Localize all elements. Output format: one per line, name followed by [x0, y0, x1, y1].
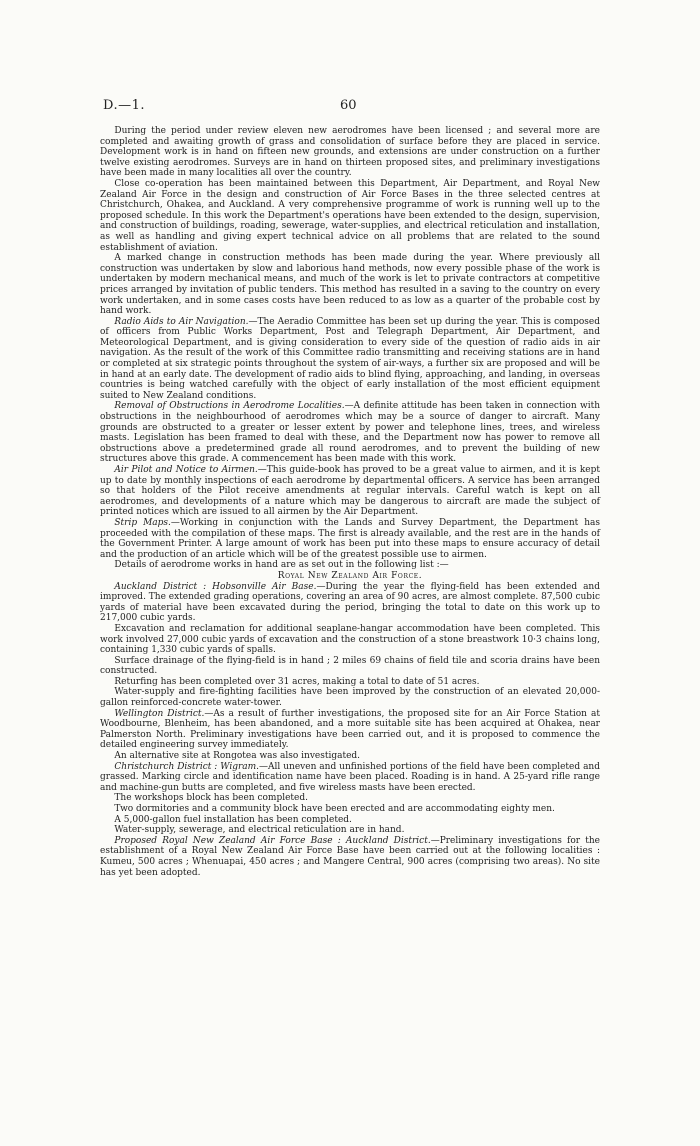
- paragraph: [100, 709, 600, 751]
- paragraph-text: —The Aeradio Committee has been set up during the year. This is composed of officers from Public Works Department, Post and Telegraph Department, Air Department, and Meteorological Department, and is giving consideration to every side of the question of radio aids in air navigation. As the result of the work of this Committee radio transmitting and receiving stations are in hand or completed at six strategic points throughout the system of air-ways, a further six are proposed and will be in hand at an early date. The development of radio aids to blind flying, approaching, and landing, in overseas countries is being watched carefully with the object of early installation of the most efficient equipment suited to New Zealand conditions.: [100, 316, 600, 401]
- paragraph-text: Excavation and reclamation for additional seaplane-hangar accommodation have been completed. This work involved 27,000 cubic yards of excavation and the construction of a stone breastwork 10·3 chains long, containing 1,330 cubic yards of spalls.: [100, 623, 600, 656]
- paragraph-heading: Christchurch District : Wigram.: [114, 761, 260, 772]
- paragraph-text: Water-supply and fire-fighting facilities have been improved by the construction of an elevated 20,000-gallon reinforced-concrete water-tower.: [100, 687, 600, 709]
- paragraph: [100, 518, 600, 560]
- paragraph-text: Returfing has been completed over 31 acres, making a total to date of 51 acres.: [114, 676, 480, 687]
- paragraph-text: A 5,000-gallon fuel installation has been completed.: [114, 814, 352, 825]
- paragraph-text: Water-supply, sewerage, and electrical reticulation are in hand.: [114, 825, 405, 836]
- paragraph: [100, 762, 600, 794]
- paragraph: [100, 836, 600, 878]
- paragraph: [100, 677, 600, 688]
- paragraph: [100, 401, 600, 465]
- paragraph-heading: Removal of Obstructions in Aerodrome Localities.: [114, 401, 345, 412]
- paragraph-text: During the period under review eleven new aerodromes have been licensed ; and several more are completed and awaiting growth of grass and consolidation of surface before they are placed in service. Development work is in hand on fifteen new grounds, and extensions are under construction on a further twelve existing aerodromes. Surveys are in hand on thirteen proposed sites, and preliminary investigations have been made in many localities all over the country.: [100, 126, 600, 179]
- paragraph: [100, 253, 600, 317]
- paragraph-heading: Wellington District.: [114, 708, 205, 719]
- paragraph: [100, 793, 600, 804]
- page-number: 60: [340, 98, 357, 113]
- paragraph: [100, 656, 600, 677]
- paragraph: [100, 465, 600, 518]
- paragraph-text: —During the year the flying-field has been extended and improved. The extended grading operations, covering an area of 90 acres, are almost complete. 87,500 cubic yards of material have been excavated during the period, bringing the total to date on this work up to 217,000 cubic yards.: [100, 581, 600, 624]
- paragraph-text: —Working in conjunction with the Lands and Survey Department, the Department has proceeded with the compilation of these maps. The first is already available, and the rest are in the hands of the Government Printer. A large amount of work has been put into these maps to ensure accuracy of detail and the production of an article which will be of the greatest possible use to airmen.: [100, 517, 600, 560]
- paragraph: [100, 751, 600, 762]
- paragraph-text: The workshops block has been completed.: [114, 793, 308, 804]
- paragraph: [100, 179, 600, 253]
- paragraph: [100, 804, 600, 815]
- paragraph-text: —Preliminary investigations for the establishment of a Royal New Zealand Air Force Base have been carried out at the following localities : Kumeu, 500 acres ; Whenuapai, 450 acres ; and Mangere Central, 900 acres (comprising two areas). No site has yet been adopted.: [100, 835, 600, 878]
- page-header: [103, 98, 604, 114]
- paragraph: [100, 815, 600, 826]
- paragraph: [100, 624, 600, 656]
- section-title: Royal New Zealand Air Force.: [277, 570, 423, 581]
- paragraph-text: —As a result of further investigations, the proposed site for an Air Force Station at Woodbourne, Blenheim, has been abandoned, and a more suitable site has been acquired at Ohakea, near Palmerston North. Preliminary investigations have been carried out, and it is proposed to commence the detailed engineering survey immediately.: [100, 708, 600, 751]
- paragraph-text: —All uneven and unfinished portions of the field have been completed and grassed. Marking circle and identification name have been placed. Roading is in hand. A 25-yard rifle range and machine-gun butts are completed, and five wireless masts have been erected.: [100, 761, 600, 793]
- paragraph-text: Details of aerodrome works in hand are as set out in the following list :—: [114, 560, 449, 571]
- paragraph: [100, 825, 600, 836]
- paragraph-heading: Auckland District : Hobsonville Air Base.: [114, 581, 317, 592]
- paragraph-text: An alternative site at Rongotea was also investigated.: [114, 751, 361, 762]
- paragraph-text: —A definite attitude has been taken in connection with obstructions in the neighbourhood of aerodromes which may be a source of danger to aircraft. Many grounds are obstructed to a greater or lesser extent by power and telephone lines, trees, and wireless masts. Legislation has been framed to deal with these, and the Department now has power to remove all obstructions above a predetermined grade all round aerodromes, and to prevent the building of new structures above this grade. A commencement has been made with this work.: [100, 401, 601, 465]
- paragraph-text: A marked change in construction methods has been made during the year. Where previously all construction was undertaken by slow and laborious hand methods, now every possible phase of the work is undertaken by modern mechanical means, and much of the work is let to private contractors at competitive prices arranged by invitation of public tenders. This method has resulted in a saving to the country on every work undertaken, and in some cases costs have been reduced to as low as a quarter of the probable cost by hand work.: [100, 253, 600, 317]
- paragraph: [100, 687, 600, 708]
- paragraph-heading: Radio Aids to Air Navigation.: [114, 316, 249, 327]
- paragraph-heading: Air Pilot and Notice to Airmen.: [114, 465, 258, 475]
- paragraph-heading: Strip Maps.: [114, 517, 171, 528]
- paragraph-heading: Proposed Royal New Zealand Air Force Base : Auckland District.: [114, 835, 431, 846]
- paragraph-text: Two dormitories and a community block have been erected and are accommodating eighty men.: [114, 804, 555, 814]
- paragraph-text: Surface drainage of the flying-field is in hand ; 2 miles 69 chains of field tile and scoria drains have been constructed.: [100, 655, 600, 677]
- paragraph: [100, 317, 600, 402]
- body-text: [100, 126, 600, 878]
- report-reference: D.—1.: [103, 98, 145, 113]
- paragraph: [100, 126, 600, 179]
- paragraph: [100, 582, 600, 624]
- paragraphs-after: [100, 582, 600, 879]
- paragraph-text: Close co-operation has been maintained between this Department, Air Department, and Royal New Zealand Air Force in the design and construction of Air Force Bases in the three selected centres at Christchurch, Ohakea, and Auckland. A very comprehensive programme of work is running well up to the proposed schedule. In this work the Department's operations have been extended to the design, supervision, and construction of buildings, roading, sewerage, water-supplies, and electrical reticulation and installation, as well as handling and giving expert technical advice on all problems that are related to the sound establishment of aviation.: [100, 178, 600, 253]
- paragraph: [100, 560, 600, 571]
- paragraphs-before: [100, 126, 600, 571]
- paragraph-text: —This guide-book has proved to be a great value to airmen, and it is kept up to date by monthly inspections of each aerodrome by departmental officers. A service has been arranged so that holders of the Pilot receive amendments at regular intervals. Careful watch is kept on all aerodromes, and developments of a nature which may be dangerous to aircraft are made the subject of printed notices which are issued to all airmen by the Air Department.: [100, 465, 600, 518]
